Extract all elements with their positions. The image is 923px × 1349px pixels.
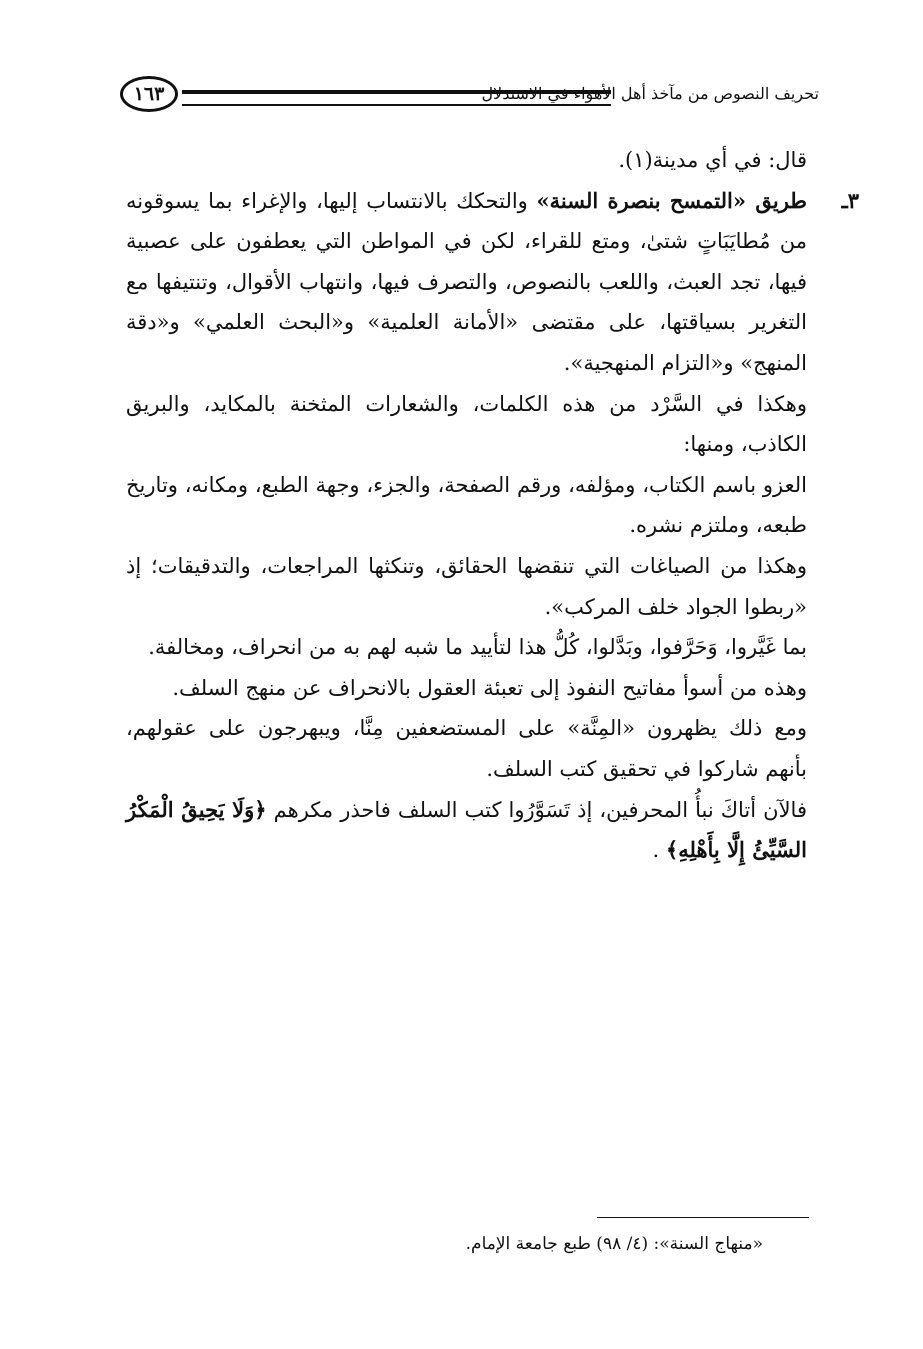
paragraph-4: وهكذا من الصياغات التي تنقضها الحقائق، وتنكثها المراجعات، والتدقيقات؛ إذ «ربطوا الجواد خلف المركب».: [126, 553, 807, 619]
page-body: [126, 140, 859, 871]
paragraph-5: بما غَيَّروا، وَحَرَّفوا، وبَدَّلوا، كُلُّ هذا لتأييد ما شبه لهم به من انحراف، ومخالفة.: [148, 635, 807, 660]
footnote-rule: [597, 1217, 809, 1218]
header-rule: [182, 90, 611, 106]
page-number: ١٦٣: [120, 76, 178, 112]
item-text: والتحكك بالانتساب إليها، والإغراء بما يسوقونه من مُطايَبَاتٍ شتىٰ، ومتع للقراء، لكن في المواطن التي يعطفون على عصبية فيها، تجد العبث، واللعب بالنصوص، والتصرف فيها، وانتهاب الأقوال، وتنتيفها مع التغرير بسياقتها، على مقتضى «الأمانة العلمية» و«البحث العلمي» و«دقة المنهج» و«التزام المنهجية».: [126, 188, 807, 375]
paragraph-6: وهذه من أسوأ مفاتيح النفوذ إلى تعبئة العقول بالانحراف عن منهج السلف.: [172, 675, 807, 700]
quran-verse: ﴿وَلَا يَحِيقُ الْمَكْرُ السَّيِّئُ إِلَّا بِأَهْلِهِ﴾: [126, 796, 807, 863]
paragraph-3: العزو باسم الكتاب، ومؤلفه، ورقم الصفحة، والجزء، وجهة الطبع، ومكانه، وتاريخ طبعه، وملتزم نشره.: [126, 472, 807, 538]
paragraph-8-end: .: [652, 838, 660, 863]
paragraph-8: [126, 790, 807, 871]
paragraph-1: قال: في أي مدينة(١).: [618, 148, 807, 172]
page-header: [120, 72, 819, 122]
footnote: «منهاج السنة»: (٤/ ٩٨) طبع جامعة الإمام.: [465, 1234, 763, 1254]
paragraph-7: ومع ذلك يظهرون «المِنَّة» على المستضعفين مِنَّا، ويبهرجون على عقولهم، بأنهم شاركوا في تحقيق كتب السلف.: [126, 716, 807, 781]
item-number: ٣ـ: [841, 187, 859, 213]
running-title: تحريف النصوص من مآخذ أهل الأهواء في الاستدلال: [481, 84, 819, 103]
paragraph-2: وهكذا في السَّرْد من هذه الكلمات، والشعارات المثخنة بالمكايد، والبريق الكاذب، ومنها:: [126, 391, 807, 457]
list-item-3: [126, 181, 859, 384]
paragraph-8-text: فالآن أتاكَ نبأُ المحرفين، إذ تَسَوَّرُوا كتب السلف فاحذر مكرهم: [273, 797, 807, 822]
item-lead: طريق «التمسح بنصرة السنة»: [536, 187, 807, 213]
